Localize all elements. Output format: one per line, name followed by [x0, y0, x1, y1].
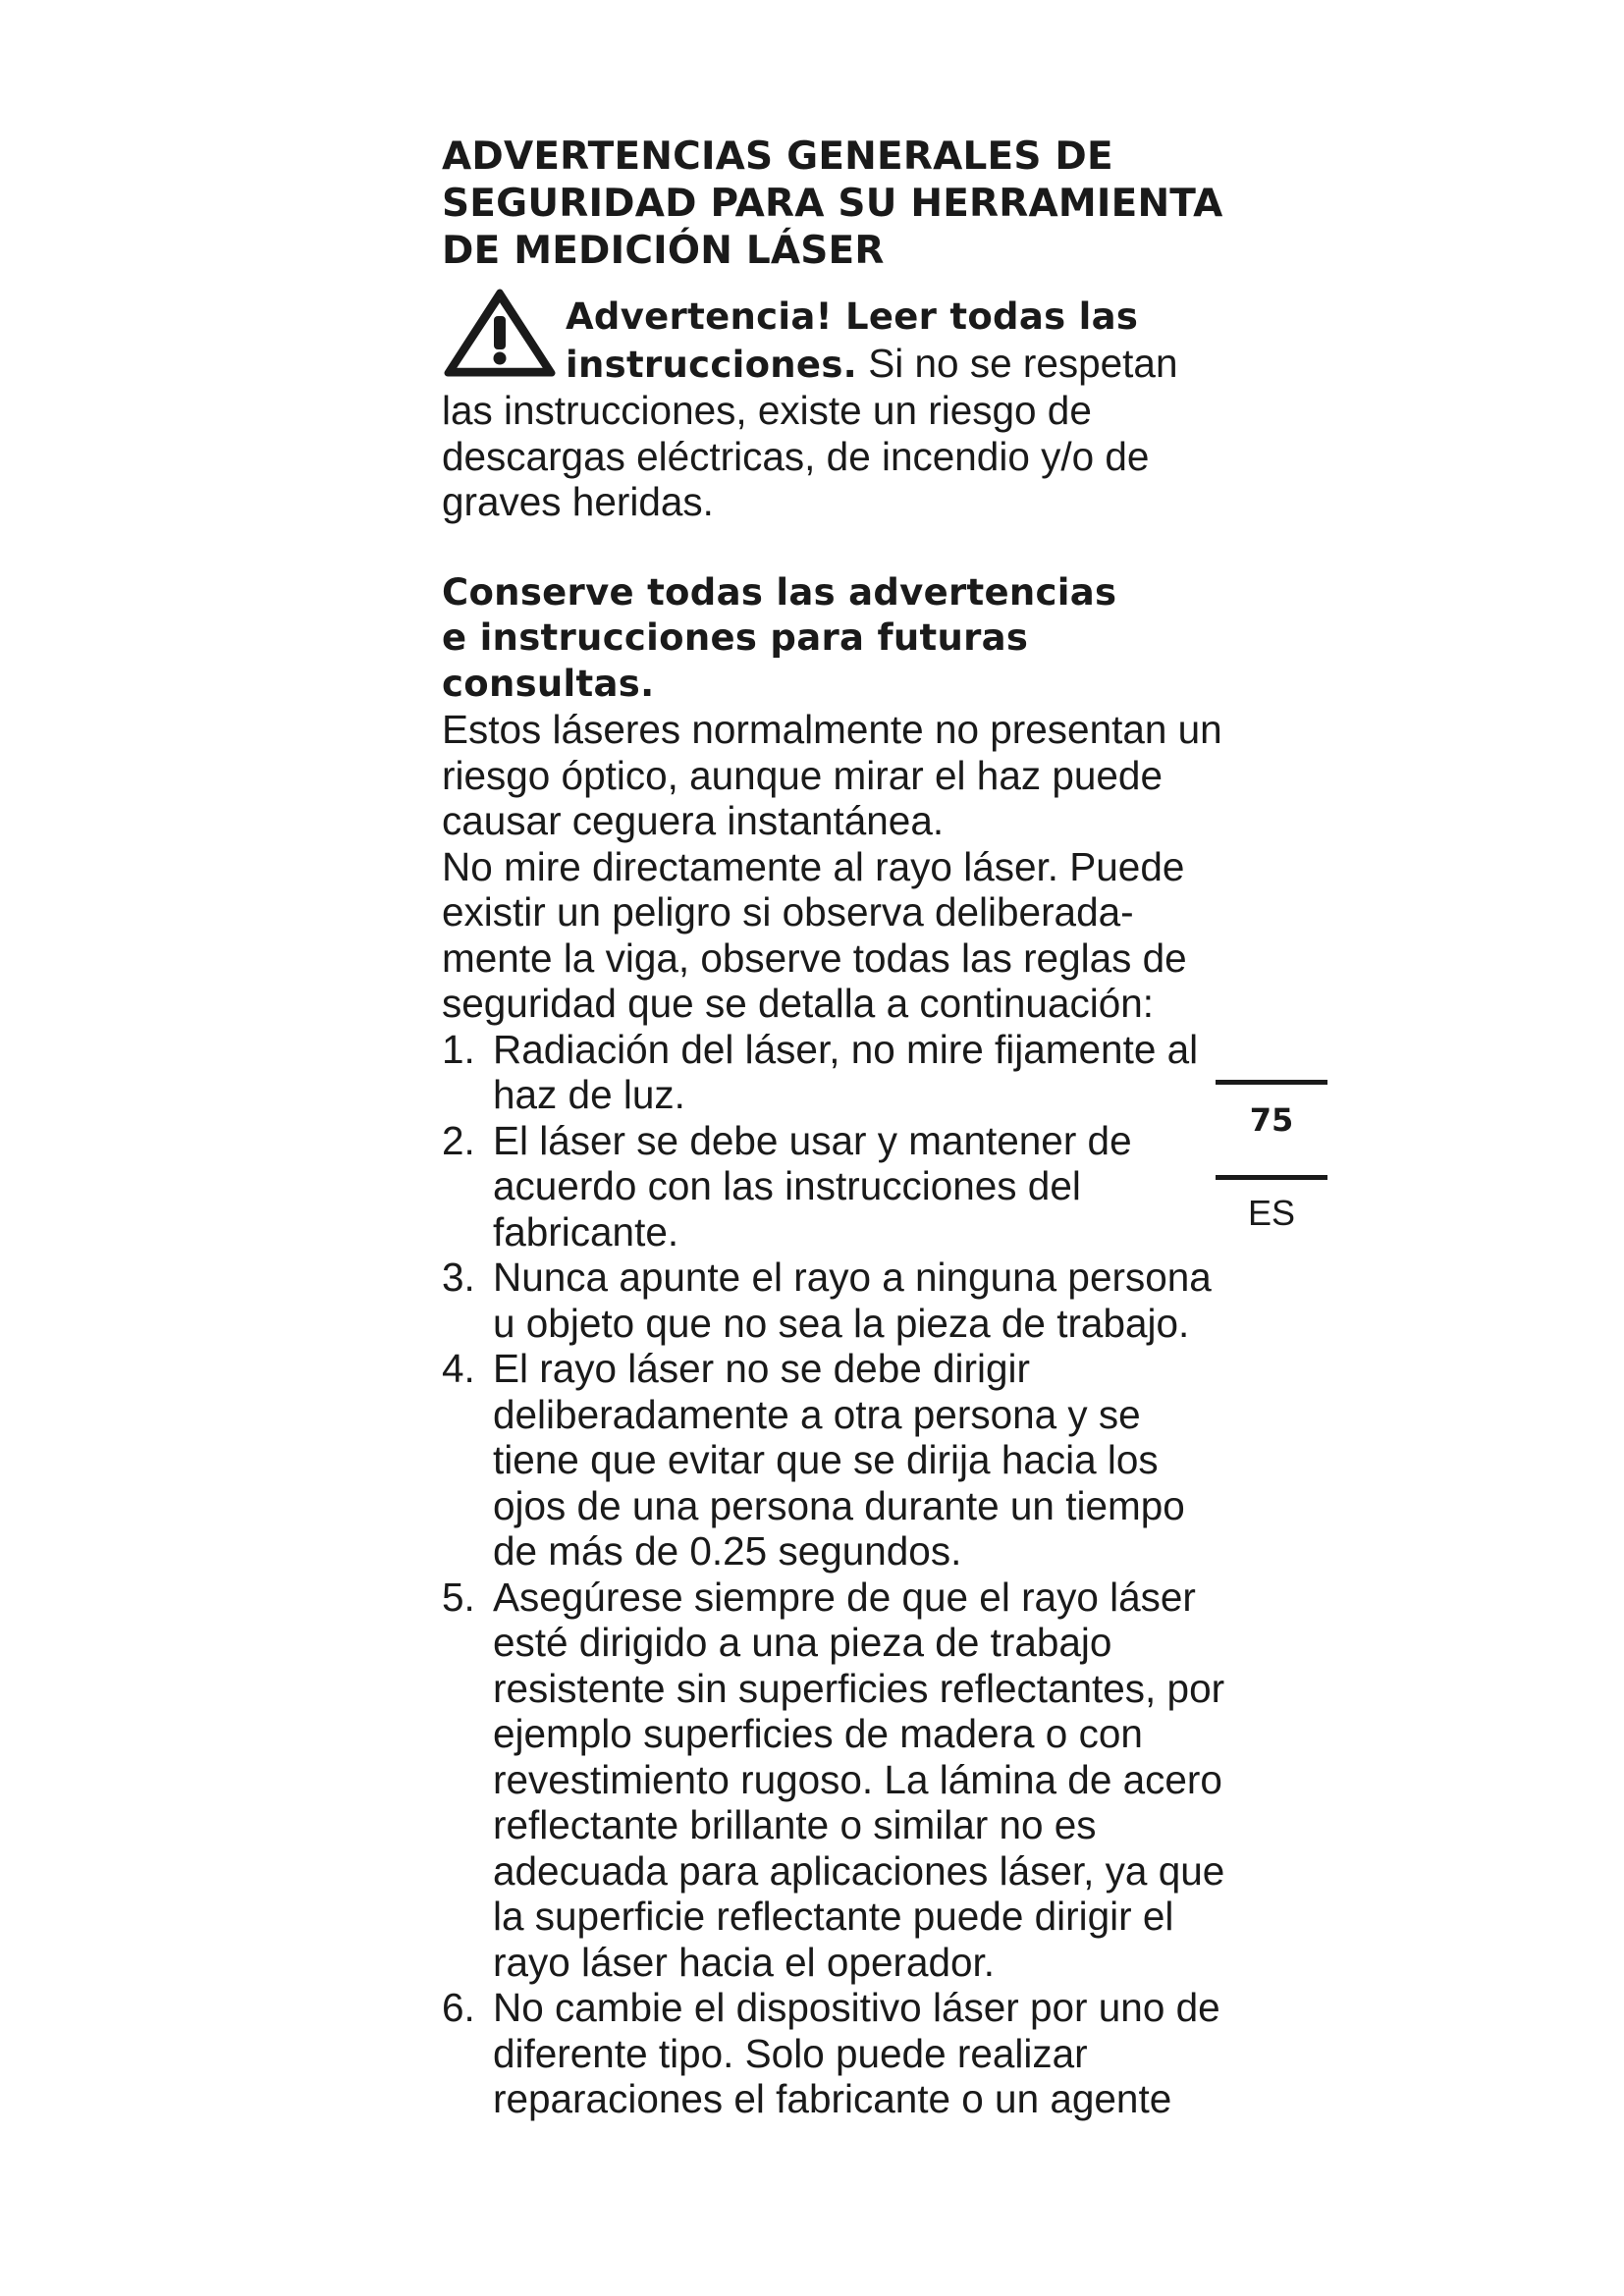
list-item-number: 3. [442, 1255, 475, 1300]
list-item-text: Radiación del láser, no mire fijamente al haz de luz. [493, 1026, 1199, 1117]
warning-notice [442, 293, 1227, 525]
language-code: ES [1247, 1193, 1296, 1233]
keep-heading-line: Conserve todas las advertencias [442, 570, 1117, 614]
list-item-number: 6. [442, 1985, 475, 2030]
section-title-line: SEGURIDAD PARA SU HERRAMIENTA [442, 182, 1223, 226]
warning-heading: Advertencia! Leer todas las [566, 295, 1139, 338]
list-item [442, 1027, 1227, 1118]
section-title-line: ADVERTENCIAS GENERALES DE [442, 134, 1113, 179]
page-number: 75 [1249, 1101, 1294, 1139]
list-item [442, 1118, 1227, 1255]
list-item [442, 1985, 1227, 2122]
list-item-text: El rayo láser no se debe dirigir deliberadamente a otra persona y se tiene que evitar que se dirija hacia los ojos de una persona durante un tiempo de más de 0.25 segundos. [493, 1346, 1185, 1574]
section-title [442, 133, 1227, 275]
safety-rules-list [442, 1027, 1227, 2122]
warning-triangle-icon [442, 287, 558, 379]
list-item-text: El láser se debe usar y mantener de acuerdo con las instrucciones del fabricante. [493, 1117, 1132, 1255]
keep-heading-line: e instrucciones para futuras [442, 616, 1029, 659]
list-item [442, 1255, 1227, 1346]
keep-heading-line: consultas. [442, 662, 655, 705]
list-item-number: 4. [442, 1346, 475, 1391]
list-item-number: 1. [442, 1026, 475, 1072]
keep-instructions-heading [442, 570, 1227, 708]
intro-paragraph: No mire directamente al rayo láser. Puede existir un peligro si observa deliberada-mente la viga, observe todas las reglas de seguridad que se detalla a continuación: [442, 843, 1187, 1026]
list-item [442, 1346, 1227, 1575]
page-content [442, 133, 1227, 2122]
list-item-text: No cambie el dispositivo láser por uno de diferente tipo. Solo puede realizar reparaciones el fabricante o un agente [493, 1985, 1220, 2121]
section-title-line: DE MEDICIÓN LÁSER [442, 229, 885, 273]
list-item-text: Asegúrese siempre de que el rayo láser esté dirigido a una pieza de trabajo resistente sin superficies reflectantes, por ejemplo superficies de madera o con revestimiento rugoso. La lámina de acero reflectante brillante o similar no es adecuada para aplicaciones láser, ya que la superficie reflectante puede dirigir el rayo láser hacia el operador. [493, 1574, 1225, 1985]
list-item-number: 5. [442, 1574, 475, 1620]
list-item-number: 2. [442, 1117, 475, 1163]
warning-heading-cont: instrucciones. [566, 343, 858, 386]
list-item [442, 1575, 1227, 1986]
page-number-rule-bottom [1216, 1175, 1327, 1180]
warning-text: Si no se respetan las instrucciones, existe un riesgo de descargas eléctricas, de incendio y/o de graves heridas. [442, 340, 1178, 524]
list-item-text: Nunca apunte el rayo a ninguna persona u objeto que no sea la pieza de trabajo. [493, 1255, 1212, 1346]
intro-paragraph: Estos láseres normalmente no presentan un riesgo óptico, aunque mirar el haz puede causar ceguera instantánea. [442, 707, 1222, 843]
page-number-rule-top [1216, 1080, 1327, 1085]
